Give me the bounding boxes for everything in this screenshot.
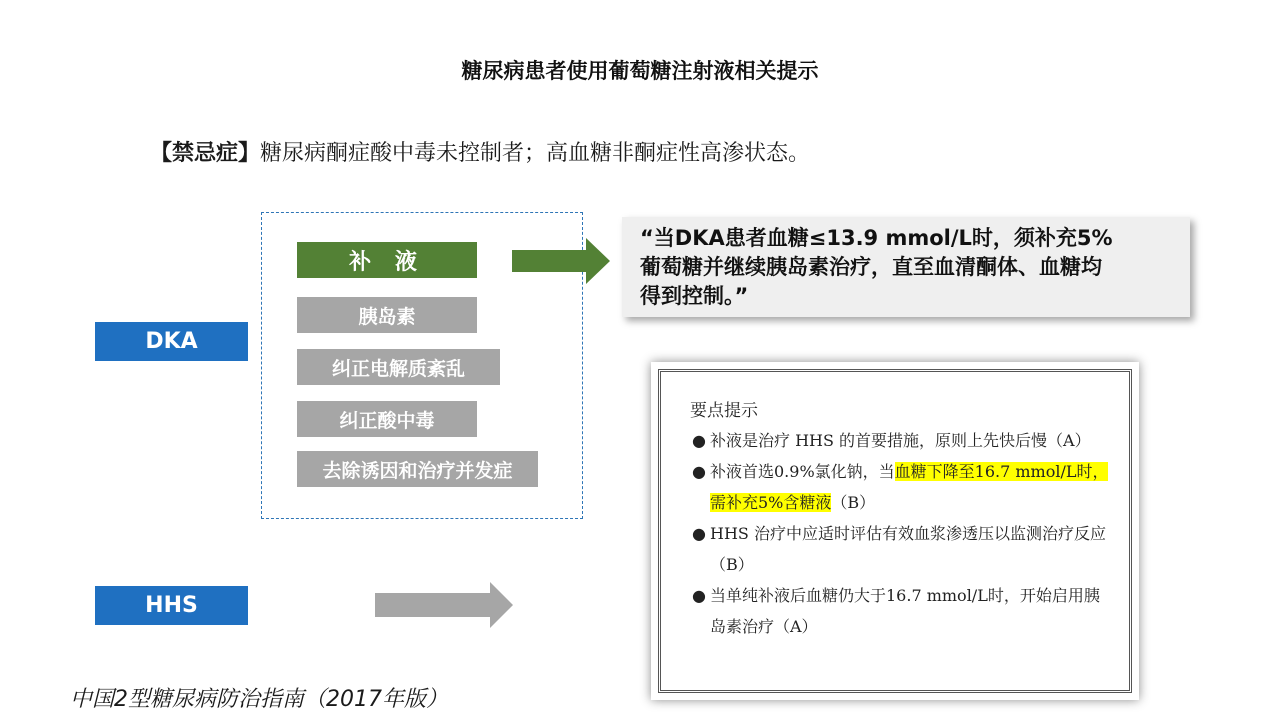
highlighted-text: 血糖下降至16.7 mmol/L时，需补充5%含糖液 — [710, 462, 1109, 512]
guideline-item — [690, 580, 1110, 642]
gray-arrow-icon — [375, 582, 515, 628]
source-citation: 中国2型糖尿病防治指南（2017年版） — [70, 687, 448, 712]
quote-line: “当DKA患者血糖≤13.9 mmol/L时，须补充5% — [640, 226, 1113, 250]
quote-line: 葡萄糖并继续胰岛素治疗，直至血清酮体、血糖均 — [640, 255, 1102, 279]
contraindication-label: 【禁忌症】 — [150, 141, 261, 166]
page-title: 糖尿病患者使用葡萄糖注射液相关提示 — [461, 59, 819, 83]
contraindication — [150, 136, 810, 167]
guideline-excerpt — [690, 396, 1110, 642]
guideline-item-text: （B） — [831, 493, 876, 512]
step-acidosis-correction: 纠正酸中毒 — [297, 401, 477, 437]
bullet-icon: ● — [692, 524, 706, 543]
guideline-item — [690, 425, 1110, 456]
guideline-item-text: 补液是治疗 HHS 的首要措施，原则上先快后慢（A） — [710, 431, 1091, 450]
bullet-icon: ● — [692, 462, 706, 481]
bullet-icon: ● — [692, 431, 706, 450]
step-insulin: 胰岛素 — [297, 297, 477, 333]
hhs-label: HHS — [95, 586, 248, 625]
bullet-icon: ● — [692, 586, 706, 605]
guideline-title: 要点提示 — [690, 401, 758, 421]
guideline-item-text: 当单纯补液后血糖仍大于16.7 mmol/L时，开始启用胰岛素治疗（A） — [710, 586, 1100, 636]
dka-label: DKA — [95, 322, 248, 361]
step-remove-triggers: 去除诱因和治疗并发症 — [297, 451, 538, 487]
green-arrow-icon — [512, 238, 612, 284]
dka-quote-box — [622, 217, 1190, 317]
step-electrolyte-correction: 纠正电解质紊乱 — [297, 349, 500, 385]
step-fluid-replacement: 补 液 — [297, 242, 477, 278]
guideline-item-text: 补液首选0.9%氯化钠，当 — [710, 462, 895, 481]
quote-line: 得到控制。” — [640, 284, 749, 308]
guideline-item — [690, 518, 1110, 580]
contraindication-text: 糖尿病酮症酸中毒未控制者；高血糖非酮症性高渗状态。 — [260, 141, 811, 166]
guideline-item — [690, 456, 1110, 518]
guideline-item-text: HHS 治疗中应适时评估有效血浆渗透压以监测治疗反应（B） — [710, 524, 1106, 574]
